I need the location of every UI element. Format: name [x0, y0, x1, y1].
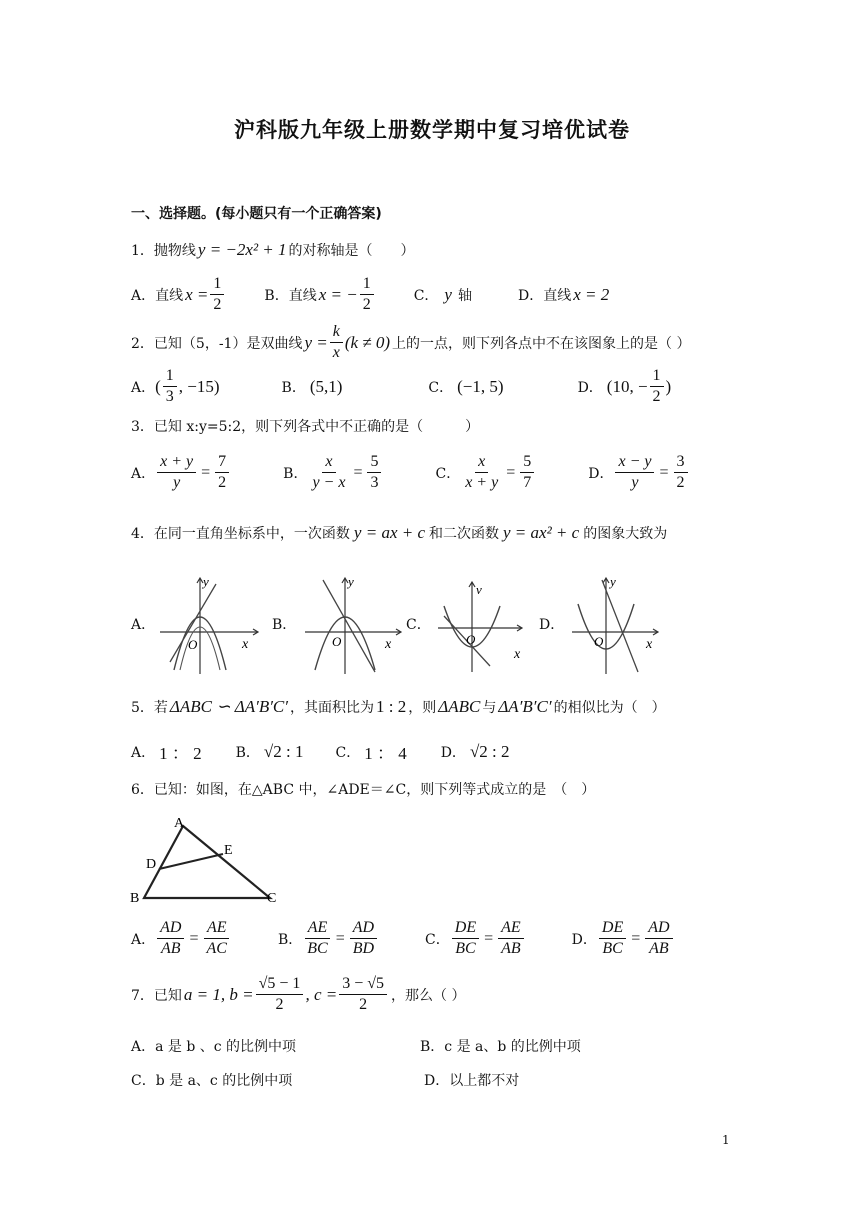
- q5-option-b-expr: √2 : 1: [263, 741, 304, 761]
- q2-condition: (k ≠ 0): [344, 332, 391, 352]
- y-axis-label: v: [476, 582, 482, 597]
- vertex-c-label: C: [267, 891, 277, 904]
- q5-stem-b: ，其面积比为: [290, 700, 374, 716]
- segment-de: [159, 854, 223, 869]
- q4-option-c[interactable]: C．: [406, 617, 431, 633]
- q2-stem-text: 2．已知（5，-1）是双曲线: [131, 335, 303, 352]
- q5-option-a[interactable]: A．: [131, 744, 156, 761]
- q7-fraction-b: $\frac{√5 - 1}{2}$: [256, 974, 304, 1015]
- q1-option-b-expr: x = −: [318, 284, 358, 304]
- page-title: 沪科版九年级上册数学期中复习培优试卷: [234, 118, 630, 142]
- q2-option-a[interactable]: A．: [131, 379, 156, 396]
- equals-sign: =: [659, 463, 669, 481]
- q3-option-b-rhs: $\frac{5}{3}$: [367, 452, 381, 493]
- linear-line: [602, 580, 638, 672]
- q5-stem-text: 5．若: [131, 700, 168, 716]
- q4-option-d[interactable]: D．: [539, 617, 565, 633]
- equals-sign: =: [353, 463, 363, 481]
- equals-sign: =: [484, 929, 494, 947]
- q5-option-b[interactable]: B．: [235, 744, 260, 761]
- q4-stem-text: 4．在同一直角坐标系中，一次函数: [131, 526, 350, 542]
- equals-sign: =: [189, 929, 199, 947]
- q6-triangle-figure: [128, 812, 284, 904]
- q6-option-d-lhs: $\frac{DE}{BC}$: [599, 918, 626, 959]
- q7-option-b[interactable]: B．c 是 a、b 的比例中项: [420, 1039, 581, 1055]
- q2-option-c-expr: (−1, 5): [457, 376, 504, 396]
- q5-option-d-expr: √2 : 2: [469, 741, 510, 761]
- q4-graph-b: [305, 574, 405, 674]
- q2-option-a-close: , −15): [178, 376, 220, 396]
- question-1-options: [131, 274, 609, 315]
- q3-option-a-rhs: $\frac{7}{2}$: [215, 452, 229, 493]
- question-6-options: [131, 918, 675, 959]
- equals-sign: =: [201, 463, 211, 481]
- q6-option-b[interactable]: B．: [277, 931, 303, 948]
- q3-option-c-lhs: $\frac{x}{x + y}$: [465, 453, 499, 491]
- q1-expression: y = −2x² + 1: [197, 240, 287, 259]
- point-e-label: E: [224, 843, 233, 858]
- q2-option-a-open: (: [155, 376, 161, 396]
- q2-option-c[interactable]: C．: [428, 379, 454, 396]
- q1-option-a-fraction: $\frac{1}{2}$: [210, 274, 224, 315]
- q7-expression-c: , c =: [305, 984, 338, 1004]
- q1-option-b[interactable]: B．直线: [264, 287, 317, 304]
- q1-option-a[interactable]: A．直线: [131, 287, 184, 304]
- q6-option-b-lhs: $\frac{AE}{BC}$: [304, 918, 330, 959]
- q3-option-a[interactable]: A．: [131, 465, 156, 482]
- q5-option-c-expr: 1 ： 4: [364, 744, 407, 763]
- q6-option-b-rhs: $\frac{AD}{BD}$: [350, 918, 377, 959]
- page-number: 1: [722, 1133, 730, 1147]
- q5-stem-tail: 的相似比为（ ）: [553, 700, 666, 716]
- q6-option-d-rhs: $\frac{AD}{AB}$: [645, 918, 672, 959]
- question-4-stem: [131, 523, 667, 543]
- q2-option-b-expr: (5,1): [309, 376, 343, 396]
- question-7-stem: [131, 974, 465, 1015]
- triangle-abc: [144, 826, 270, 898]
- q5-option-a-expr: 1 ： 2: [159, 744, 202, 763]
- q1-stem-tail: 的对称轴是（ ）: [288, 243, 415, 259]
- question-5-stem: [131, 697, 666, 717]
- question-6-stem: 6．已知：如图，在△ABC 中，∠ADE＝∠C，则下列等式成立的是 （ ）: [131, 782, 596, 798]
- q4-option-a[interactable]: A．: [131, 617, 156, 633]
- q2-option-d-open: (10, −: [606, 376, 648, 396]
- x-axis-label: x: [385, 637, 392, 652]
- q5-triangle-1: ΔABC: [438, 697, 481, 716]
- q3-option-b-lhs: $\frac{x}{y - x}$: [312, 453, 346, 491]
- q3-option-d[interactable]: D．: [588, 465, 614, 482]
- q3-option-b[interactable]: B．: [283, 465, 308, 482]
- x-axis-label: x: [646, 637, 653, 652]
- linear-line: [323, 580, 375, 672]
- q7-option-d[interactable]: D．以上都不对: [424, 1073, 520, 1089]
- q5-triangle-2: ΔA′B′C′: [498, 697, 552, 716]
- q6-option-a-lhs: $\frac{AD}{AB}$: [157, 918, 184, 959]
- q2-stem-tail: 上的一点，则下列各点中不在该图象上的是（ ）: [392, 335, 691, 352]
- y-axis-label: y: [203, 574, 209, 589]
- q1-option-b-fraction: $\frac{1}{2}$: [360, 274, 374, 315]
- q2-option-d-close: ): [665, 376, 672, 396]
- question-5-options: [131, 739, 510, 764]
- x-axis-label: x: [242, 637, 249, 652]
- q4-stem-tail: 的图象大致为: [583, 526, 668, 542]
- origin-label: O: [466, 632, 476, 647]
- q3-option-d-lhs: $\frac{x - y}{y}$: [615, 452, 654, 493]
- q5-option-c[interactable]: C．: [335, 744, 361, 761]
- q2-option-d[interactable]: D．: [577, 379, 603, 396]
- q7-option-c[interactable]: C．b 是 a、c 的比例中项: [131, 1073, 293, 1089]
- q3-option-c-rhs: $\frac{5}{7}$: [520, 452, 534, 493]
- q7-stem-tail: ，那么（ ）: [391, 987, 466, 1004]
- origin-label: O: [594, 634, 604, 649]
- vertex-b-label: B: [130, 891, 140, 904]
- equals-sign: =: [506, 463, 516, 481]
- q7-stem-text: 7．已知: [131, 987, 182, 1004]
- q1-option-d-expr: x = 2: [573, 284, 610, 304]
- y-axis-label: y: [348, 574, 354, 589]
- q1-option-d[interactable]: D．直线: [517, 287, 572, 304]
- question-1-stem: [131, 240, 415, 260]
- q5-similarity-expression: ΔABC ∽ ΔA′B′C′: [169, 697, 288, 716]
- q7-fraction-c: $\frac{3 - √5}{2}$: [339, 974, 387, 1015]
- q7-option-a[interactable]: A．a 是 b 、c 的比例中项: [131, 1039, 297, 1055]
- point-d-label: D: [146, 857, 157, 872]
- q4-graph-c: [438, 578, 538, 678]
- q3-option-a-lhs: $\frac{x + y}{y}$: [157, 452, 196, 493]
- q3-option-c[interactable]: C．: [435, 465, 461, 482]
- q4-linear-expression: y = ax + c: [353, 523, 426, 542]
- q7-expression-a: a = 1, b =: [183, 984, 254, 1004]
- q1-option-c-tail: 轴: [457, 287, 472, 304]
- q5-stem-c: ，则: [408, 700, 437, 716]
- question-2-stem: [131, 322, 691, 363]
- question-2-options: [131, 366, 671, 407]
- equals-sign: =: [631, 929, 641, 947]
- q6-option-c-lhs: $\frac{DE}{BC}$: [452, 918, 479, 959]
- q6-option-c[interactable]: C．: [425, 931, 450, 948]
- q6-option-a[interactable]: A．: [131, 931, 156, 948]
- q4-option-b[interactable]: B．: [272, 617, 297, 633]
- q4-stem-mid: 和二次函数: [429, 526, 500, 542]
- q1-option-c[interactable]: C．: [413, 287, 439, 304]
- origin-label: O: [332, 634, 342, 649]
- q2-option-b[interactable]: B．: [281, 379, 306, 396]
- q4-graph-d: [572, 574, 664, 674]
- vertex-a-label: A: [174, 816, 185, 831]
- x-axis-label: x: [514, 647, 521, 662]
- q5-stem-d: 与: [482, 700, 497, 716]
- q1-stem-text: 1．抛物线: [131, 243, 196, 259]
- q6-option-c-rhs: $\frac{AE}{AB}$: [498, 918, 524, 959]
- equals-sign: =: [335, 929, 345, 947]
- q4-graph-a: [160, 574, 260, 674]
- question-3-stem: 3．已知 x:y=5:2，则下列各式中不正确的是（ ）: [131, 419, 480, 435]
- question-3-options: [131, 452, 690, 493]
- y-axis-label: y: [610, 574, 616, 589]
- q3-option-d-rhs: $\frac{3}{2}$: [674, 452, 688, 493]
- q1-option-a-expr: x =: [185, 284, 209, 304]
- origin-label: O: [188, 637, 198, 652]
- q1-option-c-expr: y: [444, 284, 452, 304]
- q2-expression: y =: [304, 332, 328, 352]
- q5-option-d[interactable]: D．: [440, 744, 466, 761]
- q6-option-d[interactable]: D．: [571, 931, 597, 948]
- q2-option-a-fraction: $\frac{1}{3}$: [163, 366, 177, 407]
- section-heading: 一、选择题。(每小题只有一个正确答案): [131, 206, 382, 222]
- q6-option-a-rhs: $\frac{AE}{AC}$: [203, 918, 229, 959]
- q2-option-d-fraction: $\frac{1}{2}$: [650, 366, 664, 407]
- q2-fraction: $\frac{k}{x}$: [330, 322, 343, 363]
- q5-area-ratio: 1 : 2: [376, 697, 407, 716]
- q4-quadratic-expression: y = ax² + c: [503, 523, 580, 542]
